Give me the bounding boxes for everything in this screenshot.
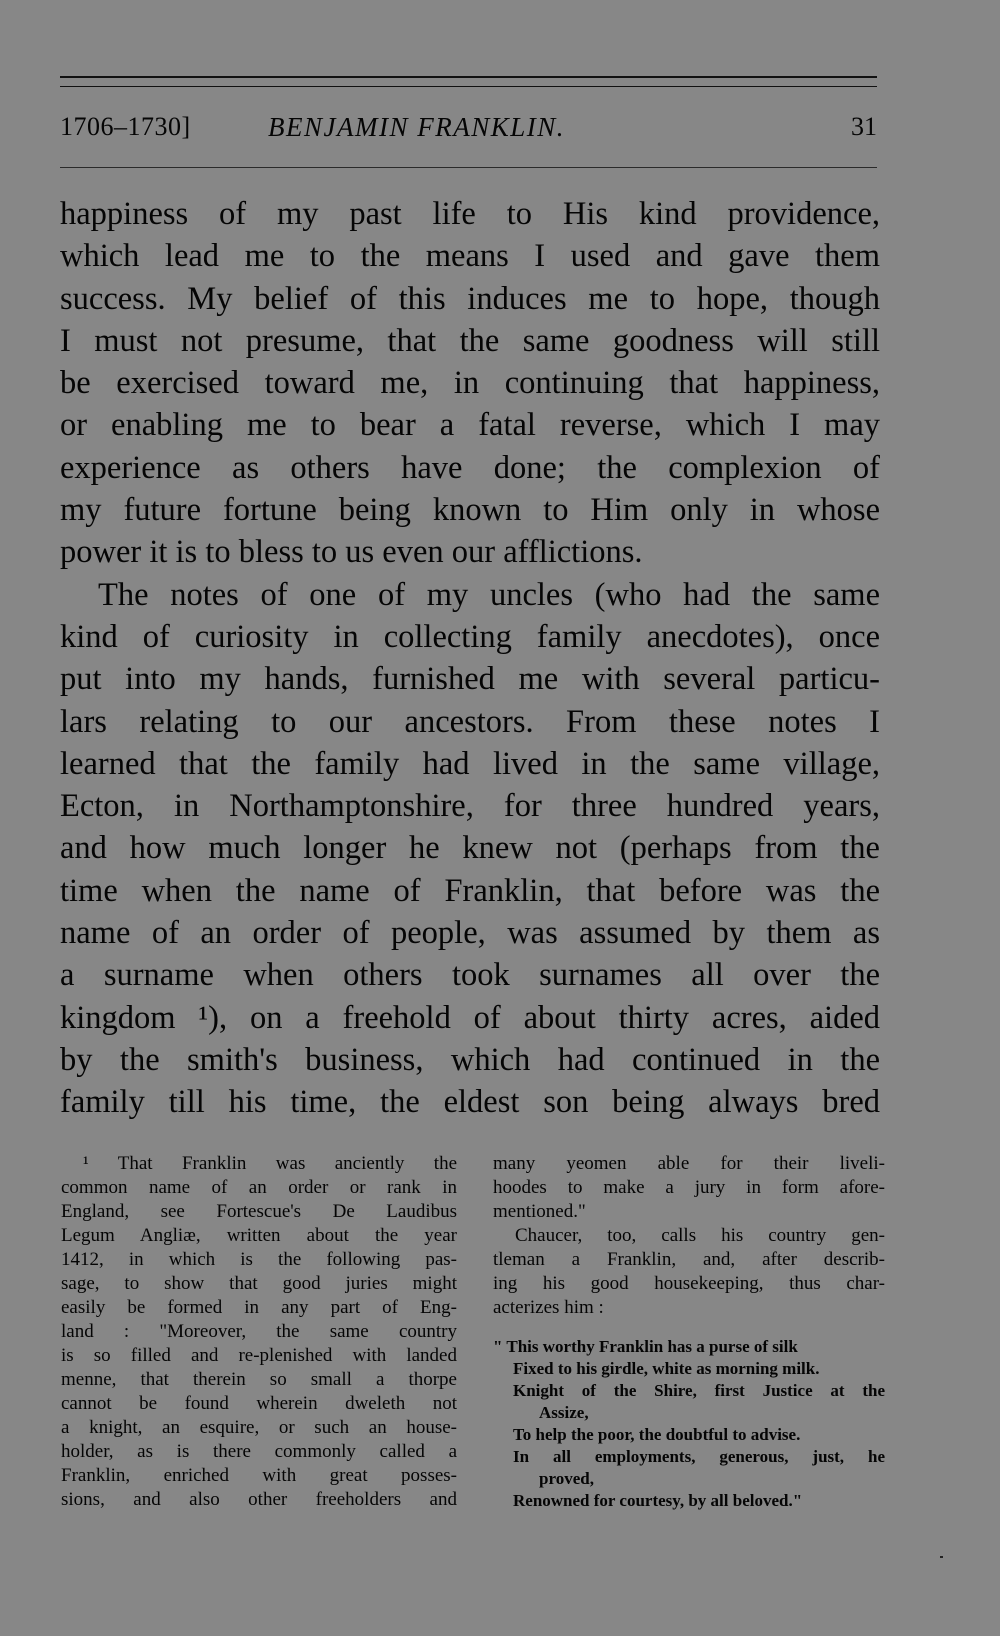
footnote-line: ¹ That Franklin was anciently the xyxy=(83,1153,457,1174)
text-line: happiness of my past life to His kind providence, xyxy=(60,196,880,232)
page-number: 31 xyxy=(851,112,877,141)
running-head-underline xyxy=(60,167,877,168)
header-rule-top xyxy=(60,76,877,78)
text-line: learned that the family had lived in the same village, xyxy=(60,745,880,782)
verse-line: Assize, xyxy=(539,1403,589,1422)
text-line: experience as others have done; the complexion of xyxy=(60,449,880,486)
footnote-line: cannot be found wherein dweleth not xyxy=(61,1393,457,1414)
footnote-line: holder, as is there commonly called a xyxy=(61,1441,457,1462)
verse-line: " This worthy Franklin has a purse of silk xyxy=(493,1337,798,1356)
footnote-line: hoodes to make a jury in form afore- xyxy=(493,1177,885,1198)
text-line: kind of curiosity in collecting family anecdotes), once xyxy=(60,618,880,655)
verse-line: In all employments, generous, just, he xyxy=(513,1447,885,1466)
verse-line: proved, xyxy=(539,1469,594,1488)
footnote-line: land : "Moreover, the same country xyxy=(61,1321,457,1342)
text-line: power it is to bless to us even our afflictions. xyxy=(60,534,643,571)
verse-line: Renowned for courtesy, by all beloved." xyxy=(513,1491,803,1510)
footnote-line: sions, and also other freeholders and xyxy=(61,1489,457,1510)
running-head-years: 1706–1730] xyxy=(60,112,191,141)
header-rule-bottom xyxy=(60,86,877,87)
footnote-line: sage, to show that good juries might xyxy=(61,1273,457,1294)
text-line: lars relating to our ancestors. From these notes I xyxy=(60,703,880,740)
footnote-line: acterizes him : xyxy=(493,1297,604,1318)
footnote-line: England, see Fortescue's De Laudibus xyxy=(61,1201,457,1222)
text-line: family till his time, the eldest son being always bred xyxy=(60,1084,880,1121)
text-line: or enabling me to bear a fatal reverse, which I may xyxy=(60,407,880,444)
text-line: by the smith's business, which had continued in the xyxy=(60,1041,880,1078)
verse-line: To help the poor, the doubtful to advise. xyxy=(513,1425,801,1444)
text-line: and how much longer he knew not (perhaps from the xyxy=(60,830,880,867)
footnote-right-column xyxy=(493,1152,885,1512)
chaucer-verse xyxy=(493,1336,885,1512)
text-line: kingdom ¹), on a freehold of about thirty acres, aided xyxy=(60,999,880,1036)
text-line: name of an order of people, was assumed by them as xyxy=(60,915,880,952)
footnote-left-column xyxy=(61,1152,457,1512)
footnote-line: is so filled and re-plenished with landed xyxy=(61,1345,457,1366)
footnote-line: easily be formed in any part of Eng- xyxy=(61,1297,457,1318)
footnote-line: ing his good housekeeping, thus char- xyxy=(493,1273,885,1294)
text-line: I must not presume, that the same goodness will still xyxy=(60,322,880,359)
text-line: which lead me to the means I used and gave them xyxy=(60,238,880,275)
footnote-line: mentioned." xyxy=(493,1201,586,1222)
footnote-line: 1412, in which is the following pas- xyxy=(61,1249,457,1270)
footnote-line: Legum Angliæ, written about the year xyxy=(61,1225,457,1246)
text-line: The notes of one of my uncles (who had the same xyxy=(98,576,880,613)
footnote-line: common name of an order or rank in xyxy=(61,1177,457,1198)
scan-speck xyxy=(940,1556,943,1558)
text-line: put into my hands, furnished me with several particu- xyxy=(60,661,880,698)
text-line: my future fortune being known to Him only in whose xyxy=(60,492,880,529)
footnote-line: Franklin, enriched with great posses- xyxy=(61,1465,457,1486)
verse-line: Fixed to his girdle, white as morning milk. xyxy=(513,1359,820,1378)
text-line: be exercised toward me, in continuing that happiness, xyxy=(60,365,880,402)
footnote-line: a knight, an esquire, or such an house- xyxy=(61,1417,457,1438)
verse-gap xyxy=(493,1320,885,1336)
footnote-line: menne, that therein so small a thorpe xyxy=(61,1369,457,1390)
verse-line: Knight of the Shire, first Justice at the xyxy=(513,1381,885,1400)
running-head xyxy=(60,112,877,152)
footnote-line: tleman a Franklin, and, after describ- xyxy=(493,1249,885,1270)
footnote-line: Chaucer, too, calls his country gen- xyxy=(515,1225,885,1246)
text-line: a surname when others took surnames all over the xyxy=(60,957,880,994)
text-line: success. My belief of this induces me to hope, though xyxy=(60,280,880,317)
running-head-title: BENJAMIN FRANKLIN. xyxy=(268,112,565,142)
main-text xyxy=(60,193,880,1124)
text-line: time when the name of Franklin, that before was the xyxy=(60,872,880,909)
text-line: Ecton, in Northamptonshire, for three hundred years, xyxy=(60,788,880,825)
footnote-line: many yeomen able for their liveli- xyxy=(493,1153,885,1174)
